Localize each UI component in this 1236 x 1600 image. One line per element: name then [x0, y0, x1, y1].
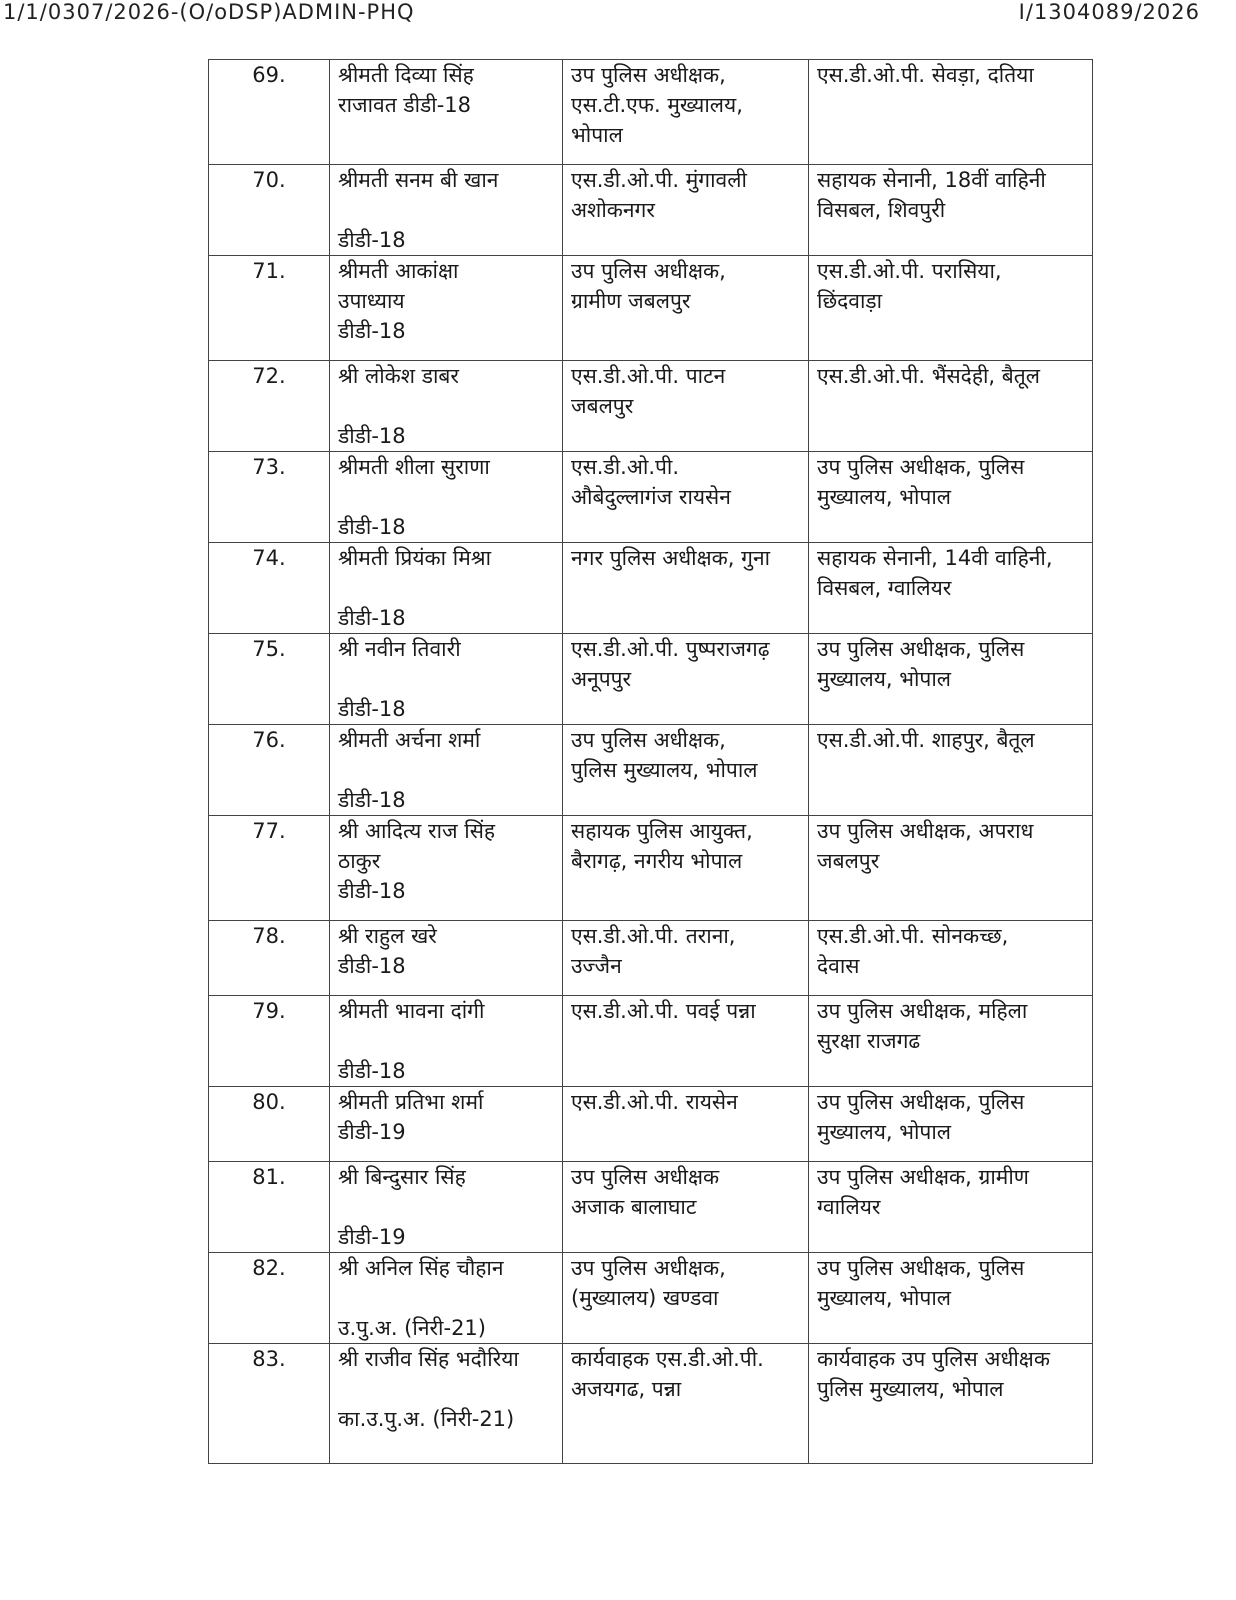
new-posting: उप पुलिस अधीक्षक, पुलिस मुख्यालय, भोपाल	[809, 1087, 1093, 1162]
new-posting: उप पुलिस अधीक्षक, पुलिस मुख्यालय, भोपाल	[809, 634, 1093, 725]
new-posting: सहायक सेनानी, 18वीं वाहिनी विसबल, शिवपुरी	[809, 165, 1093, 256]
current-posting: एस.डी.ओ.पी. पाटन जबलपुर	[563, 361, 809, 452]
current-posting: कार्यवाहक एस.डी.ओ.पी. अजयगढ, पन्ना	[563, 1344, 809, 1464]
officer-name: श्रीमती भावना दांगी डीडी-18	[330, 996, 563, 1087]
current-posting: एस.डी.ओ.पी. औबेदुल्लागंज रायसेन	[563, 452, 809, 543]
new-posting: उप पुलिस अधीक्षक, पुलिस मुख्यालय, भोपाल	[809, 1253, 1093, 1344]
new-posting: एस.डी.ओ.पी. सेवड़ा, दतिया	[809, 60, 1093, 165]
current-posting: उप पुलिस अधीक्षक, ग्रामीण जबलपुर	[563, 256, 809, 361]
current-posting: एस.डी.ओ.पी. पवई पन्ना	[563, 996, 809, 1087]
current-posting: उप पुलिस अधीक्षक, (मुख्यालय) खण्डवा	[563, 1253, 809, 1344]
table-row	[209, 1344, 1093, 1464]
serial-number: 70.	[209, 165, 330, 256]
current-posting: एस.डी.ओ.पी. रायसेन	[563, 1087, 809, 1162]
officer-name: श्री नवीन तिवारी डीडी-18	[330, 634, 563, 725]
officer-name: श्रीमती आकांक्षा उपाध्याय डीडी-18	[330, 256, 563, 361]
current-posting: एस.डी.ओ.पी. मुंगावली अशोकनगर	[563, 165, 809, 256]
table-row	[209, 816, 1093, 921]
current-posting: सहायक पुलिस आयुक्त, बैरागढ़, नगरीय भोपाल	[563, 816, 809, 921]
new-posting: उप पुलिस अधीक्षक, पुलिस मुख्यालय, भोपाल	[809, 452, 1093, 543]
officer-name: श्रीमती अर्चना शर्मा डीडी-18	[330, 725, 563, 816]
serial-number: 83.	[209, 1344, 330, 1464]
table-row	[209, 996, 1093, 1087]
table-row	[209, 1162, 1093, 1253]
current-posting: नगर पुलिस अधीक्षक, गुना	[563, 543, 809, 634]
current-posting: उप पुलिस अधीक्षक, एस.टी.एफ. मुख्यालय, भोपाल	[563, 60, 809, 165]
table-row	[209, 725, 1093, 816]
serial-number: 75.	[209, 634, 330, 725]
new-posting: सहायक सेनानी, 14वी वाहिनी, विसबल, ग्वालियर	[809, 543, 1093, 634]
officer-name: श्री राहुल खरे डीडी-18	[330, 921, 563, 996]
officer-name: श्रीमती सनम बी खान डीडी-18	[330, 165, 563, 256]
serial-number: 74.	[209, 543, 330, 634]
table-row	[209, 543, 1093, 634]
current-posting: उप पुलिस अधीक्षक, पुलिस मुख्यालय, भोपाल	[563, 725, 809, 816]
table-row	[209, 452, 1093, 543]
table-row	[209, 1087, 1093, 1162]
officer-name: श्रीमती दिव्या सिंह राजावत डीडी-18	[330, 60, 563, 165]
officer-name: श्रीमती प्रियंका मिश्रा डीडी-18	[330, 543, 563, 634]
new-posting: एस.डी.ओ.पी. भैंसदेही, बैतूल	[809, 361, 1093, 452]
officer-name: श्रीमती प्रतिभा शर्मा डीडी-19	[330, 1087, 563, 1162]
table-row	[209, 361, 1093, 452]
officer-name: श्री राजीव सिंह भदौरिया का.उ.पु.अ. (निरी-21)	[330, 1344, 563, 1464]
officer-name: श्री बिन्दुसार सिंह डीडी-19	[330, 1162, 563, 1253]
table-row	[209, 165, 1093, 256]
serial-number: 71.	[209, 256, 330, 361]
table-row	[209, 256, 1093, 361]
officer-name: श्री अनिल सिंह चौहान उ.पु.अ. (निरी-21)	[330, 1253, 563, 1344]
current-posting: एस.डी.ओ.पी. पुष्पराजगढ़ अनूपपुर	[563, 634, 809, 725]
document-id: I/1304089/2026	[1018, 0, 1200, 24]
serial-number: 81.	[209, 1162, 330, 1253]
officer-name: श्रीमती शीला सुराणा डीडी-18	[330, 452, 563, 543]
new-posting: उप पुलिस अधीक्षक, महिला सुरक्षा राजगढ	[809, 996, 1093, 1087]
current-posting: एस.डी.ओ.पी. तराना, उज्जैन	[563, 921, 809, 996]
transfer-list-table	[208, 59, 1093, 1464]
serial-number: 73.	[209, 452, 330, 543]
current-posting: उप पुलिस अधीक्षक अजाक बालाघाट	[563, 1162, 809, 1253]
serial-number: 72.	[209, 361, 330, 452]
officer-name: श्री लोकेश डाबर डीडी-18	[330, 361, 563, 452]
serial-number: 76.	[209, 725, 330, 816]
file-reference-number: 1/1/0307/2026-(O/oDSP)ADMIN-PHQ	[3, 0, 415, 24]
new-posting: उप पुलिस अधीक्षक, अपराध जबलपुर	[809, 816, 1093, 921]
serial-number: 79.	[209, 996, 330, 1087]
new-posting: कार्यवाहक उप पुलिस अधीक्षक पुलिस मुख्यालय, भोपाल	[809, 1344, 1093, 1464]
new-posting: एस.डी.ओ.पी. परासिया, छिंदवाड़ा	[809, 256, 1093, 361]
new-posting: उप पुलिस अधीक्षक, ग्रामीण ग्वालियर	[809, 1162, 1093, 1253]
serial-number: 80.	[209, 1087, 330, 1162]
serial-number: 82.	[209, 1253, 330, 1344]
serial-number: 77.	[209, 816, 330, 921]
new-posting: एस.डी.ओ.पी. शाहपुर, बैतूल	[809, 725, 1093, 816]
serial-number: 69.	[209, 60, 330, 165]
officer-name: श्री आदित्य राज सिंह ठाकुर डीडी-18	[330, 816, 563, 921]
table-row	[209, 60, 1093, 165]
table-row	[209, 634, 1093, 725]
new-posting: एस.डी.ओ.पी. सोनकच्छ, देवास	[809, 921, 1093, 996]
table-row	[209, 921, 1093, 996]
table-row	[209, 1253, 1093, 1344]
serial-number: 78.	[209, 921, 330, 996]
